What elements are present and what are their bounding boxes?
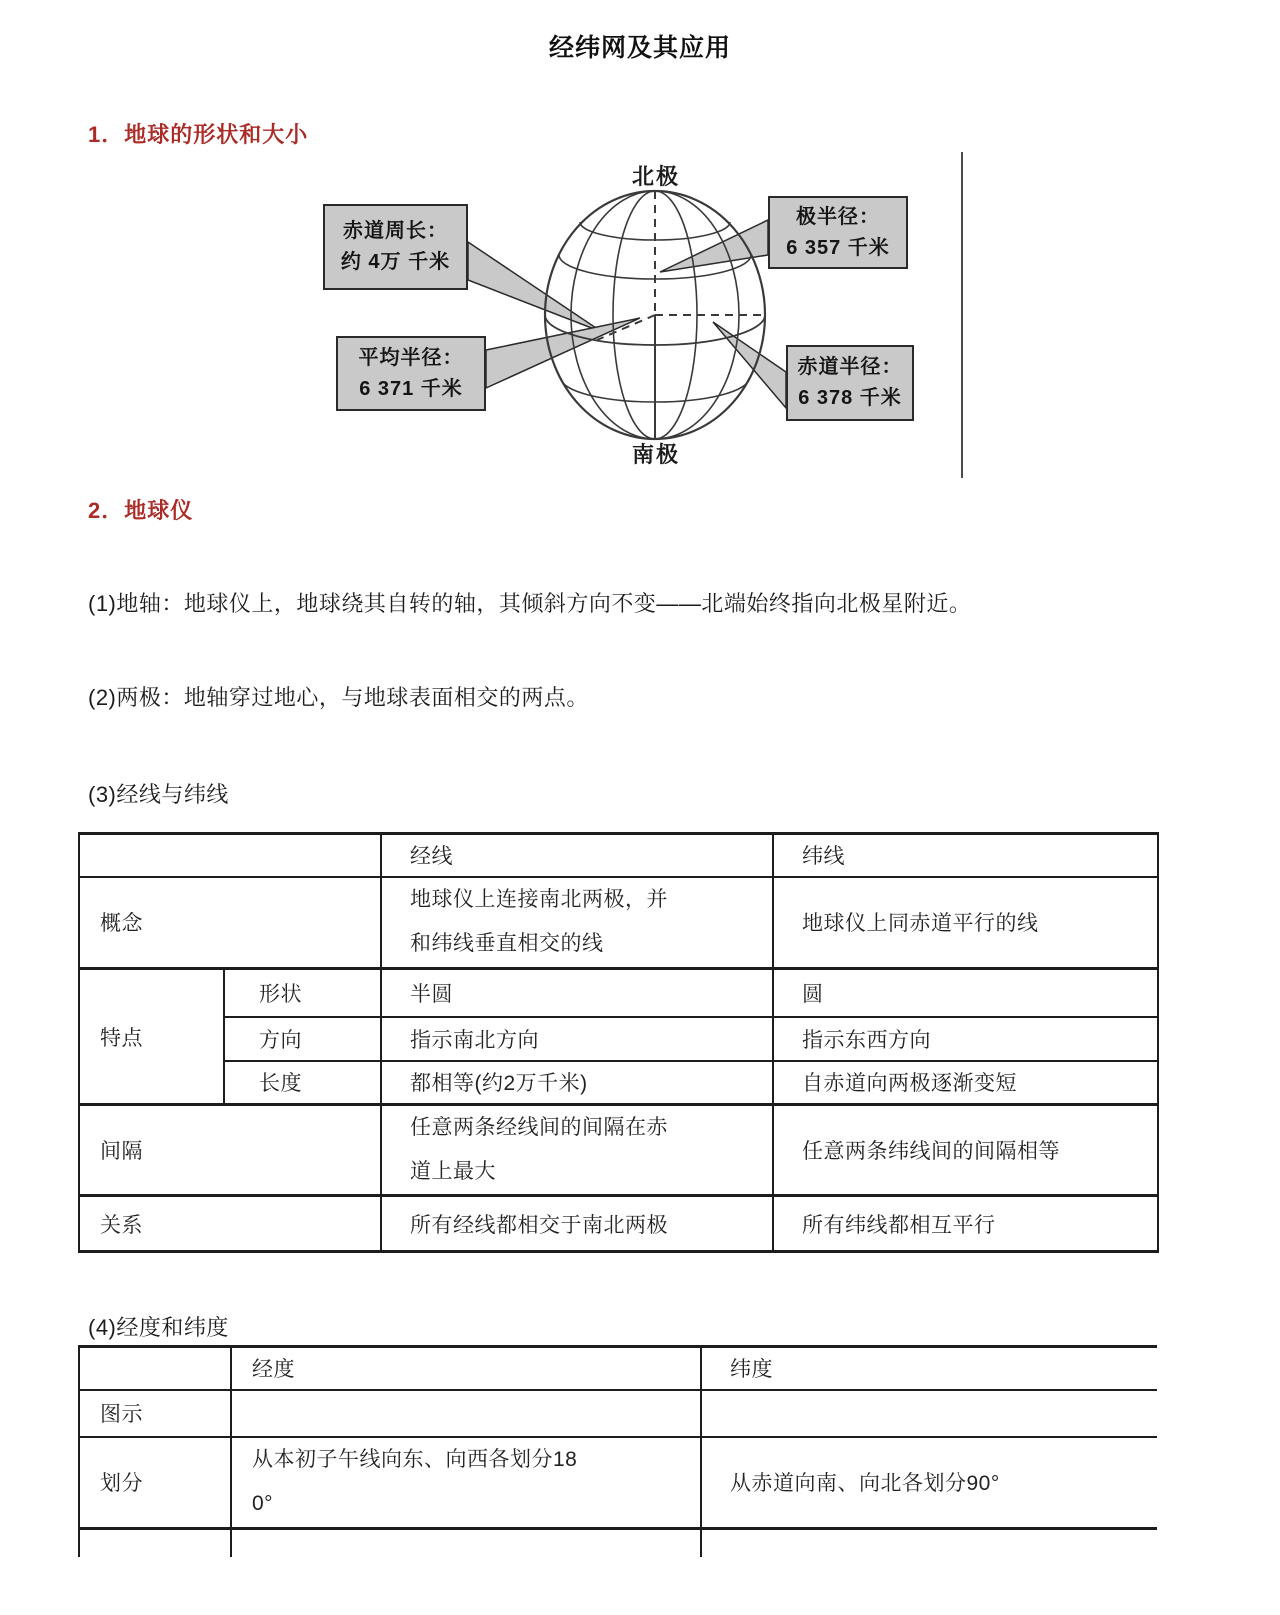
row-label: 间隔 [79, 1105, 381, 1196]
callout-equatorial-radius [786, 345, 914, 421]
illustration-latitude-cell [701, 1390, 1157, 1437]
callout-title: 赤道半径： [797, 356, 903, 378]
header-parallel: 纬线 [773, 834, 1158, 877]
diagram-right-divider [961, 152, 963, 478]
sub-row-label: 形状 [224, 969, 381, 1017]
header-latitude: 纬度 [701, 1347, 1157, 1390]
direction-meridian-cell: 指示南北方向 [381, 1017, 773, 1061]
table-row [79, 834, 1158, 877]
length-meridian-cell: 都相等(约2万千米) [381, 1061, 773, 1105]
sub-row-label: 方向 [224, 1017, 381, 1061]
section-2-heading: 2．地球仪 [88, 498, 194, 523]
table-row [79, 1017, 1158, 1061]
callout-value: 约 4万 千米 [340, 251, 451, 273]
cell-line: 任意两条经线间的间隔在赤 [410, 1116, 668, 1139]
cell-line: 和纬线垂直相交的线 [410, 932, 604, 956]
callout-title: 极半径： [796, 205, 880, 228]
partial-cell [231, 1529, 701, 1558]
row-label: 关系 [79, 1196, 381, 1252]
callout-polar-radius [768, 196, 908, 269]
meridians-parallels-table-wrap [78, 832, 1157, 1253]
header-empty-cell [79, 834, 381, 877]
header-meridian: 经线 [381, 834, 773, 877]
shape-meridian-cell: 半圆 [381, 969, 773, 1017]
callout-title: 平均半径： [358, 346, 464, 369]
table-row [79, 1390, 1157, 1437]
concept-meridian-cell [381, 877, 773, 969]
division-longitude-cell [231, 1437, 701, 1529]
header-empty-cell [79, 1347, 231, 1390]
cell-line: 从本初子午线向东、向西各划分18 [252, 1448, 578, 1472]
interval-meridian-cell [381, 1105, 773, 1196]
relation-meridian-cell: 所有经线都相交于南北两极 [381, 1196, 773, 1252]
table-row-partial [79, 1529, 1157, 1558]
callout-value: 6 371 千米 [359, 377, 463, 400]
illustration-longitude-cell [231, 1390, 701, 1437]
shape-parallel-cell: 圆 [773, 969, 1158, 1017]
longitude-latitude-table [78, 1345, 1157, 1557]
table-row [79, 1437, 1157, 1529]
north-pole-label: 北极 [631, 164, 680, 189]
callout-value: 6 357 千米 [786, 236, 890, 259]
callout-title: 赤道周长： [343, 220, 448, 242]
south-pole-label: 南极 [631, 442, 680, 467]
earth-size-diagram [0, 150, 1280, 482]
page-title: 经纬网及其应用 [548, 34, 731, 62]
table-row [79, 1105, 1158, 1196]
callout-mean-radius [336, 336, 486, 411]
table-row [79, 877, 1158, 969]
paragraph-earth-axis: (1)地轴：地球仪上，地球绕其自转的轴，其倾斜方向不变——北端始终指向北极星附近。 [88, 591, 972, 616]
partial-cell [701, 1529, 1157, 1558]
subheading-meridians-parallels: (3)经线与纬线 [88, 782, 229, 807]
longitude-latitude-table-wrap [78, 1345, 1157, 1557]
paragraph-two-poles: (2)两极：地轴穿过地心，与地球表面相交的两点。 [88, 685, 589, 710]
callout-wedge-mean-radius [486, 318, 640, 388]
callout-equator-circumference [323, 204, 468, 290]
row-label: 特点 [79, 969, 224, 1105]
table-row [79, 1061, 1158, 1105]
header-longitude: 经度 [231, 1347, 701, 1390]
row-label: 划分 [79, 1437, 231, 1529]
section-1-heading: 1．地球的形状和大小 [88, 122, 309, 147]
table-row [79, 1196, 1158, 1252]
interval-parallel-cell: 任意两条纬线间的间隔相等 [773, 1105, 1158, 1196]
callout-value: 6 378 千米 [798, 387, 902, 409]
table-row [79, 1347, 1157, 1390]
length-parallel-cell: 自赤道向两极逐渐变短 [773, 1061, 1158, 1105]
table-row [79, 969, 1158, 1017]
sub-row-label: 长度 [224, 1061, 381, 1105]
division-latitude-cell: 从赤道向南、向北各划分90° [701, 1437, 1157, 1529]
subheading-longitude-latitude: (4)经度和纬度 [88, 1315, 229, 1340]
globe-illustration [0, 150, 1280, 482]
cell-line: 0° [252, 1492, 274, 1516]
meridians-parallels-table [78, 832, 1159, 1253]
direction-parallel-cell: 指示东西方向 [773, 1017, 1158, 1061]
concept-parallel-cell: 地球仪上同赤道平行的线 [773, 877, 1158, 969]
row-label: 图示 [79, 1390, 231, 1437]
cell-line: 地球仪上连接南北两极，并 [410, 888, 668, 912]
row-label: 概念 [79, 877, 381, 969]
cell-line: 道上最大 [410, 1160, 496, 1183]
relation-parallel-cell: 所有纬线都相互平行 [773, 1196, 1158, 1252]
partial-cell [79, 1529, 231, 1558]
